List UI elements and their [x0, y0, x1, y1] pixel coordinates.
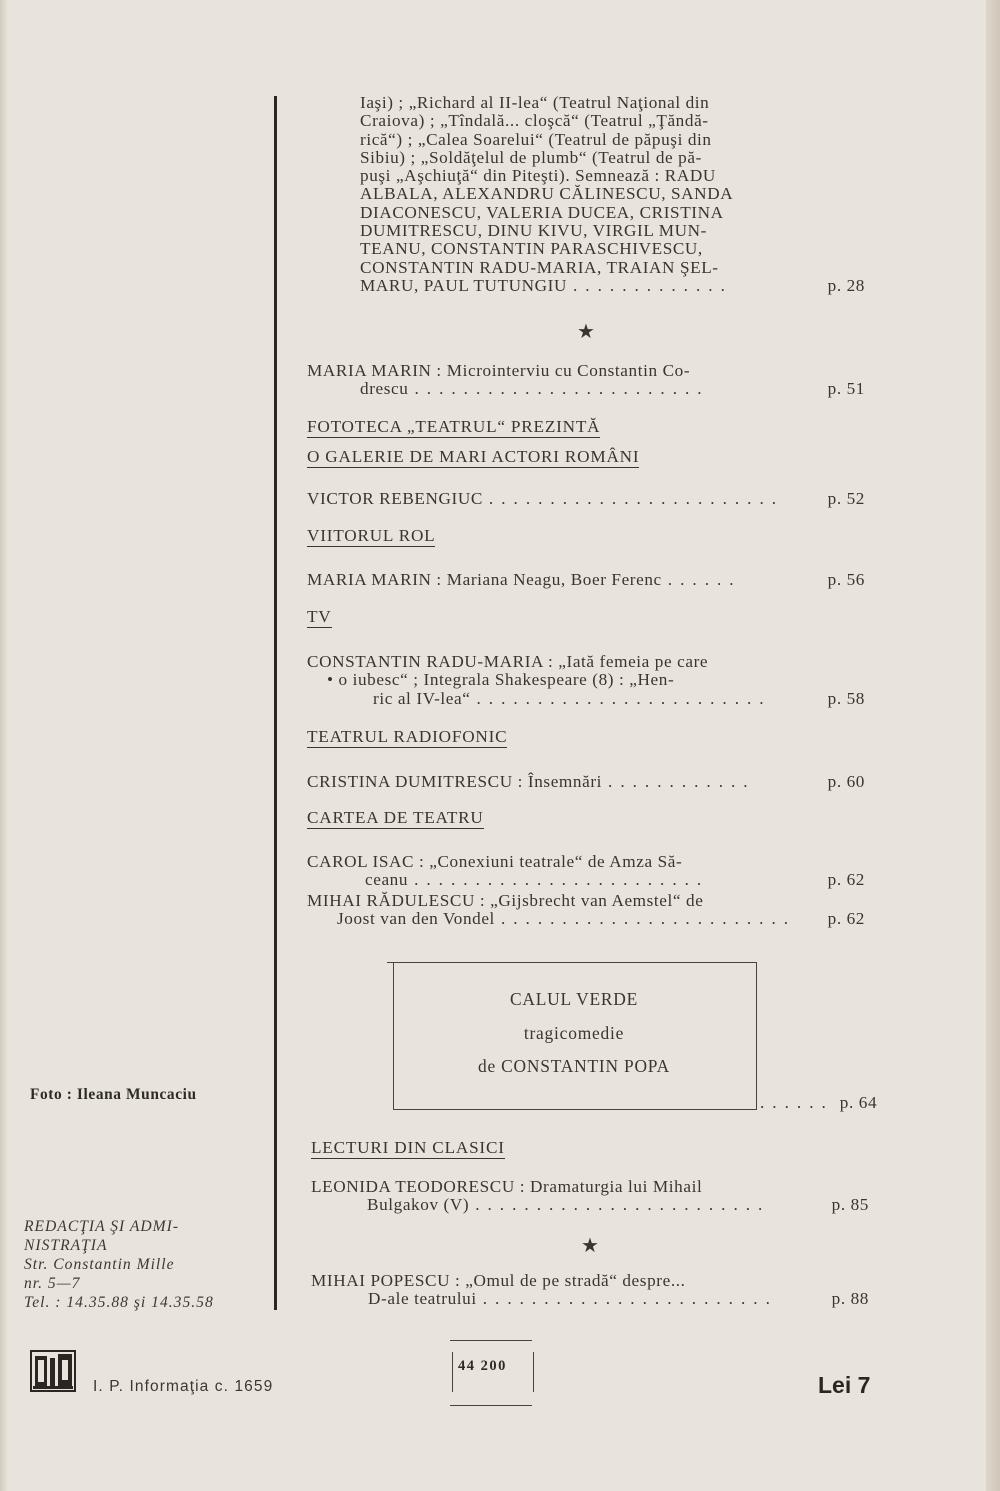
toc-line-with-page	[307, 380, 865, 398]
section-heading-radiofonic: TEATRUL RADIOFONIC	[307, 728, 507, 748]
toc-line-with-page	[307, 910, 865, 928]
toc-entry-radiofonic	[307, 773, 865, 791]
toc-line: Sibiu) ; „Soldăţelul de plumb“ (Teatrul de pă-	[360, 147, 702, 167]
leader-dots: ........................	[475, 1195, 771, 1215]
toc-line-with-page	[307, 690, 865, 708]
code-frame-bar-left	[452, 1352, 453, 1392]
section-heading-viitorul-rol: VIITORUL ROL	[307, 527, 435, 547]
toc-line: ALBALA, ALEXANDRU CĂLINESCU, SANDA	[360, 184, 734, 204]
toc-line: CONSTANTIN RADU-MARIA : „Iată femeia pe care	[307, 652, 709, 671]
toc-line: TEANU, CONSTANTIN PARASCHIVESCU,	[360, 239, 703, 259]
page-number: p. 85	[831, 1195, 869, 1215]
toc-text: Joost van den Vondel	[337, 909, 495, 929]
section-heading-cartea: CARTEA DE TEATRU	[307, 809, 484, 829]
leader-dots: ........................	[414, 379, 710, 399]
toc-line-with-page	[307, 871, 865, 889]
toc-line: rică“) ; „Calea Soarelui“ (Teatrul de păpuşi din	[360, 129, 712, 149]
page-number: p. 56	[827, 570, 865, 589]
star-ornament: ★	[577, 321, 596, 343]
leader-dots: ........................	[482, 1289, 778, 1309]
code-frame	[450, 1340, 532, 1411]
leader-dots: ........................	[500, 909, 797, 929]
catalog-code: 44 200	[458, 1358, 507, 1374]
toc-text: D-ale teatrului	[368, 1289, 477, 1309]
toc-text: Bulgakov (V)	[367, 1195, 470, 1215]
toc-entry-cronica-continuation	[360, 94, 865, 295]
page-number: p. 62	[827, 909, 865, 929]
toc-line-with-page	[360, 277, 865, 295]
toc-line: CONSTANTIN RADU-MARIA, TRAIAN ŞEL-	[360, 257, 719, 277]
toc-text: MARU, PAUL TUTUNGIU	[360, 275, 567, 295]
toc-entry-microinterviu	[307, 362, 865, 399]
toc-text: ric al IV-lea“	[373, 688, 471, 708]
leader-dots: ........................	[476, 688, 772, 708]
editorial-office-line-2: NISTRAŢIA	[24, 1237, 108, 1254]
toc-line: MIHAI RĂDULESCU : „Gijsbrecht van Aemstel“ de	[307, 891, 704, 910]
leader-dots: .............	[573, 275, 733, 295]
toc-line: MIHAI POPESCU : „Omul de pe stradă“ despre...	[311, 1271, 686, 1290]
toc-entry-isac	[307, 853, 865, 890]
section-heading-fototeca: FOTOTECA „TEATRUL“ PREZINTĂ	[307, 418, 600, 438]
page-number: p. 52	[827, 489, 865, 508]
toc-line: CAROL ISAC : „Conexiuni teatrale“ de Amza Să-	[307, 852, 683, 871]
leader-dots: ........................	[488, 489, 785, 508]
printer-logo-icon	[30, 1350, 76, 1392]
star-ornament: ★	[581, 1235, 600, 1257]
price: Lei 7	[818, 1372, 871, 1398]
toc-line-with-page	[311, 1290, 869, 1308]
leader-dots: ........................	[414, 870, 710, 890]
toc-entry-tv	[307, 653, 865, 708]
toc-line: puşi „Aşchiuţă“ din Piteşti). Semnează : RADU	[360, 166, 716, 186]
leader-dots: ......	[667, 570, 742, 589]
section-heading-galerie: O GALERIE DE MARI ACTORI ROMÂNI	[307, 448, 639, 468]
toc-text: MARIA MARIN : Mariana Neagu, Boer Ferenc	[307, 570, 662, 589]
section-heading-lecturi: LECTURI DIN CLASICI	[311, 1139, 505, 1159]
toc-line: DUMITRESCU, DINU KIVU, VIRGIL MUN-	[360, 221, 707, 241]
address-number: nr. 5—7	[24, 1275, 81, 1292]
code-frame-bar-right	[533, 1352, 534, 1392]
toc-line-with-page	[311, 1196, 869, 1214]
editorial-office-line-1: REDACŢIA ŞI ADMI-	[24, 1218, 180, 1235]
box-bottom-rule	[393, 1109, 757, 1110]
toc-entry-viitorul-rol	[307, 571, 865, 589]
page-number: p. 28	[827, 275, 865, 295]
toc-entry-rebengiuc	[307, 490, 865, 508]
featured-play-genre: tragicomedie	[523, 1023, 625, 1043]
page-number: p. 62	[827, 870, 865, 890]
toc-line: DIACONESCU, VALERIA DUCEA, CRISTINA	[360, 202, 724, 222]
toc-entry-teodorescu	[311, 1178, 869, 1215]
printer-imprint: I. P. Informaţia c. 1659	[93, 1378, 274, 1395]
address-street: Str. Constantin Mille	[24, 1256, 175, 1273]
featured-play-author: de CONSTANTIN POPA	[477, 1056, 671, 1076]
toc-line: Craiova) ; „Tîndală... cloşcă“ (Teatrul „Ţăndă-	[360, 111, 709, 131]
toc-text: drescu	[360, 379, 409, 399]
toc-text: CRISTINA DUMITRESCU : Însemnări	[307, 772, 603, 791]
toc-line: • o iubesc“ ; Integrala Shakespeare (8) : „Hen-	[327, 670, 675, 690]
toc-line: Iaşi) ; „Richard al II-lea“ (Teatrul Naţional din	[360, 93, 710, 112]
section-heading-tv: TV	[307, 608, 332, 628]
toc-entry-radulescu	[307, 892, 865, 929]
telephone: Tel. : 14.35.88 şi 14.35.58	[24, 1294, 214, 1311]
featured-play-page-row	[760, 1093, 878, 1112]
photo-credit: Foto : Ileana Muncaciu	[30, 1086, 197, 1103]
page-number: p. 58	[827, 688, 865, 708]
toc-entry-popescu	[311, 1272, 869, 1309]
page-number: p. 51	[827, 379, 865, 399]
page-number: p. 88	[831, 1289, 869, 1309]
featured-play-title: CALUL VERDE	[509, 989, 639, 1009]
leader-dots: ......	[760, 1093, 834, 1112]
page-number: p. 64	[839, 1093, 878, 1112]
toc-text: VICTOR REBENGIUC	[307, 489, 483, 508]
toc-text: ceanu	[365, 870, 409, 890]
leader-dots: ............	[608, 772, 756, 791]
toc-line: LEONIDA TEODORESCU : Dramaturgia lui Mihail	[311, 1177, 703, 1196]
toc-line: MARIA MARIN : Microinterviu cu Constantin Co-	[307, 361, 691, 380]
page-number: p. 60	[827, 772, 865, 791]
